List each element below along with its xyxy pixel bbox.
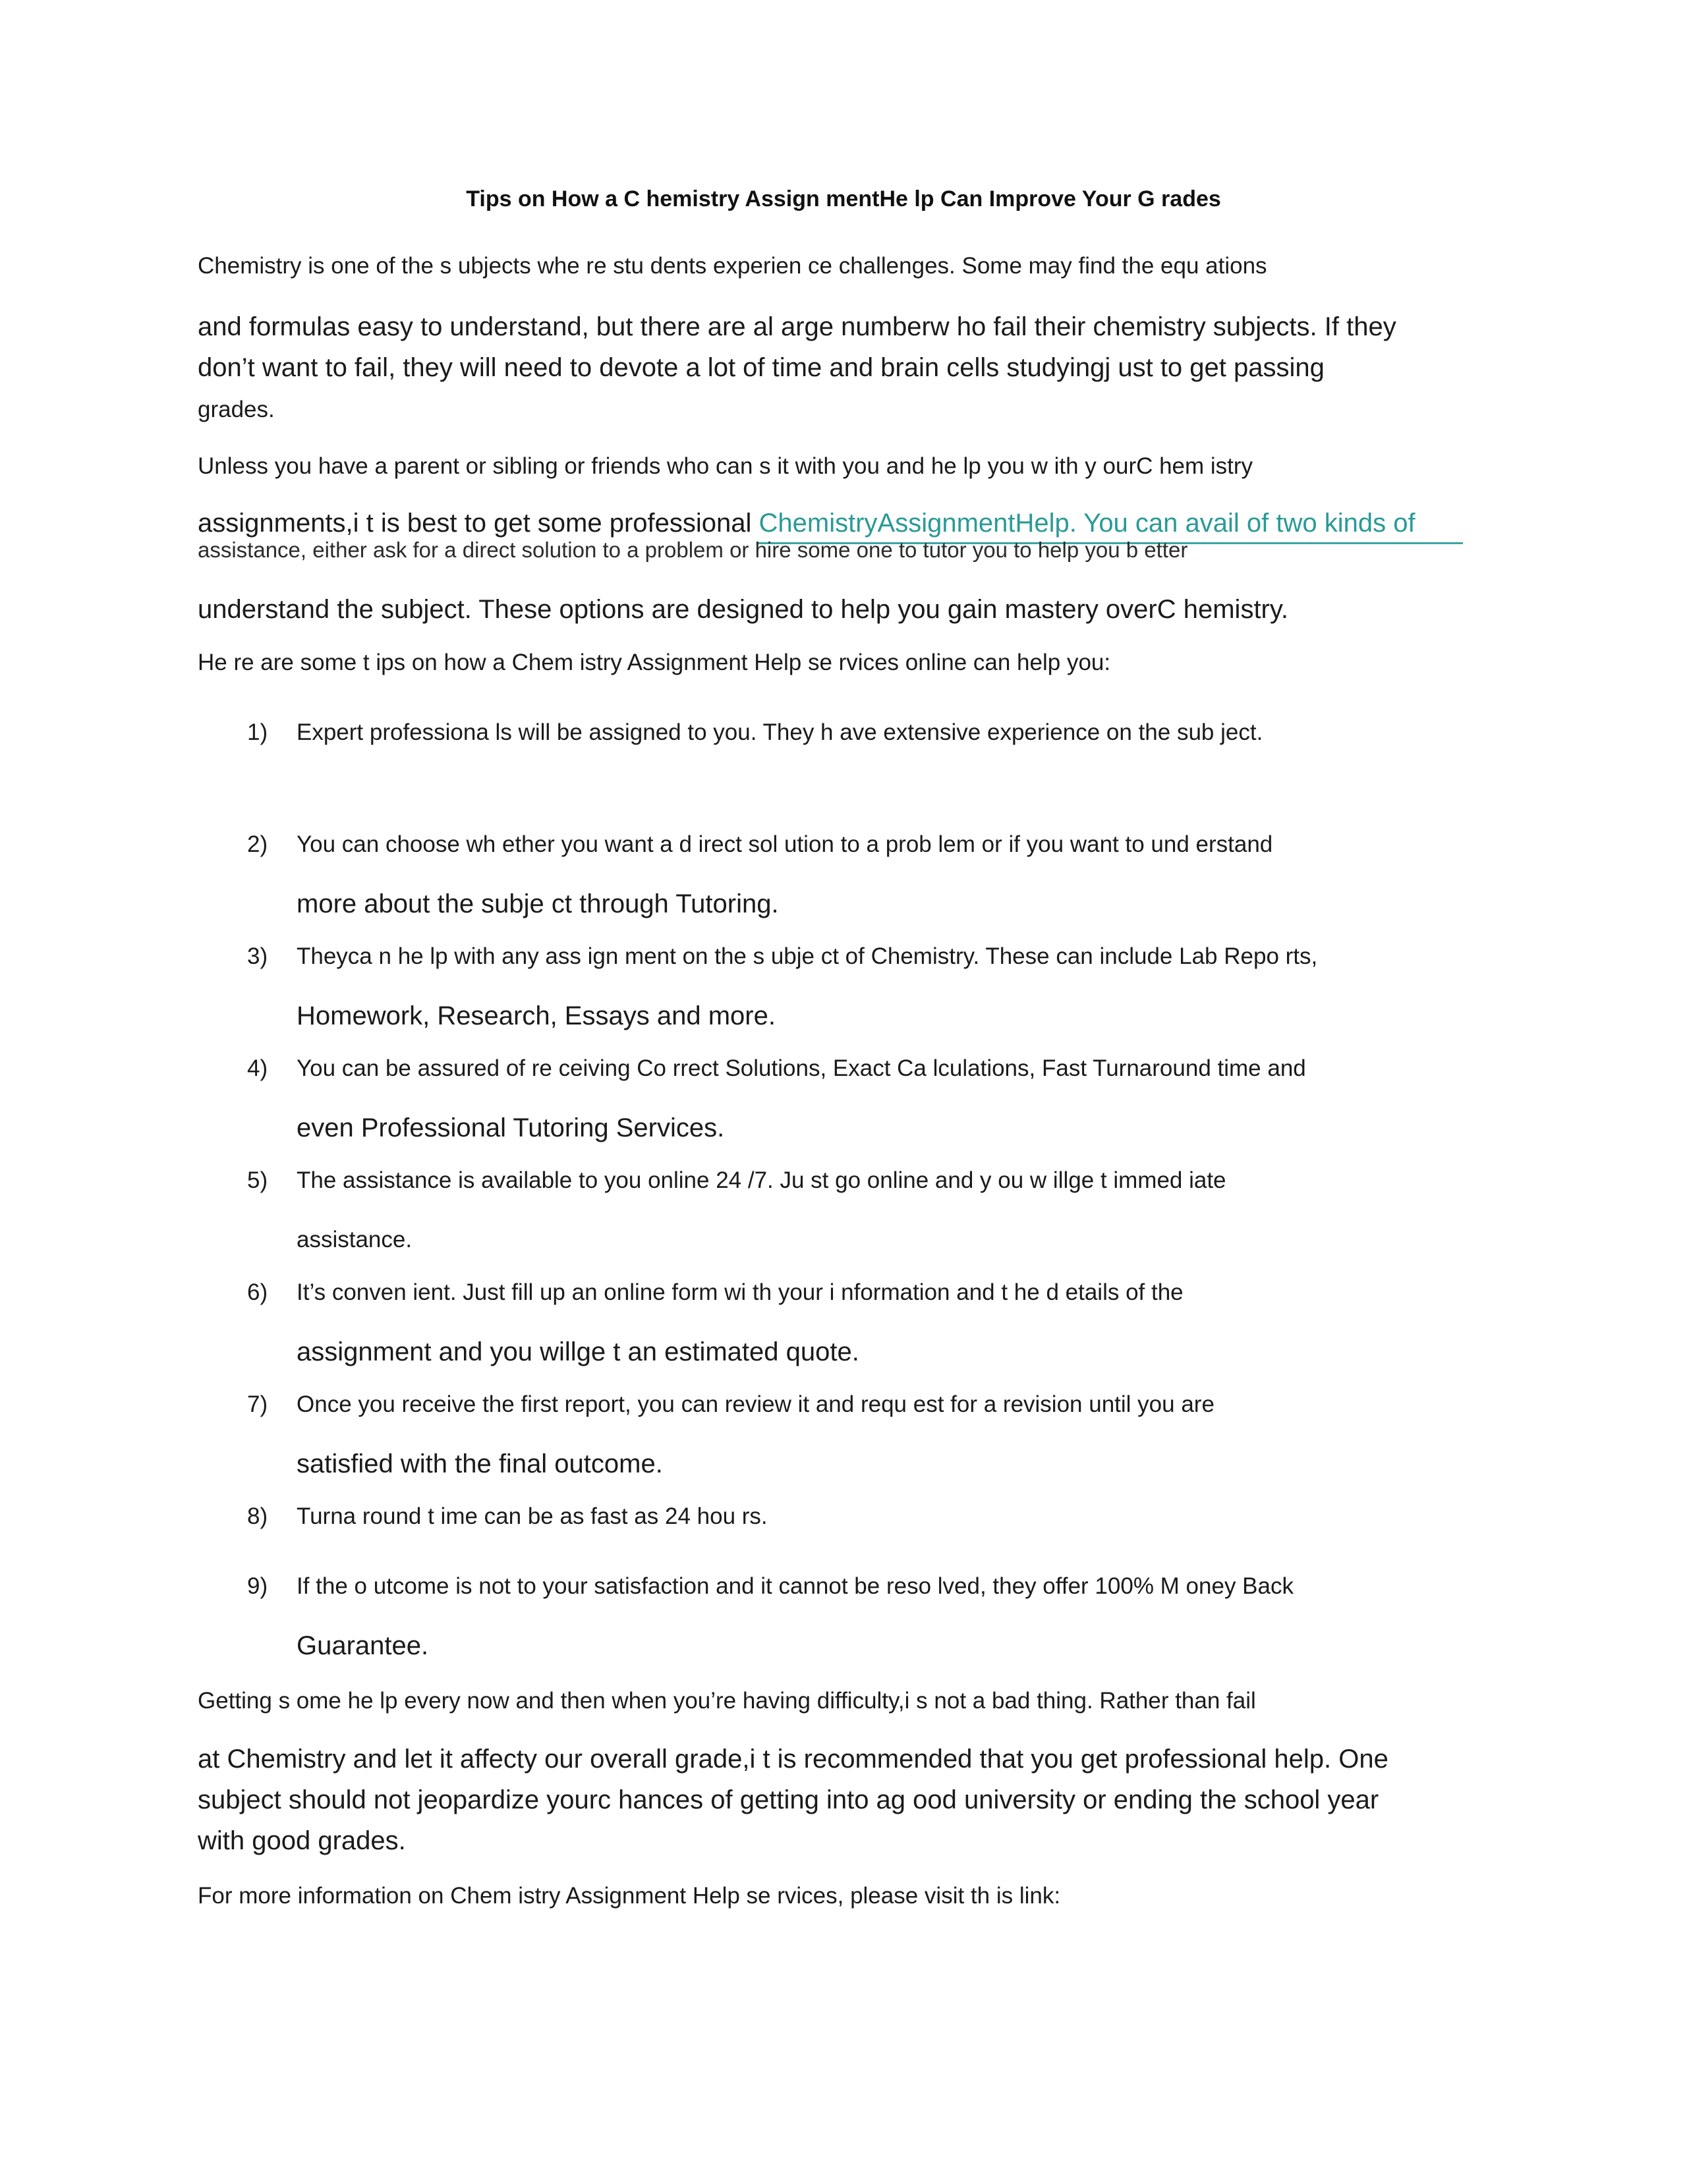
list-item: If the o utcome is not to your satisfaction and it cannot be reso lved, they offer 100% M oney Back: [297, 1573, 1294, 1599]
list-number: 9): [247, 1573, 268, 1599]
closing-line: For more information on Chem istry Assignment Help se rvices, please visit th is link:: [198, 1883, 1061, 1909]
list-item-continuation: Homework, Research, Essays and more.: [297, 1001, 776, 1030]
list-item-continuation: Guarantee.: [297, 1631, 429, 1660]
para2-line2-text: assignments,i t is best to get some professional: [198, 509, 759, 538]
list-item: The assistance is available to you online 24 /7. Ju st go online and y ou w illge t immed iate: [297, 1167, 1226, 1193]
list-item: Turna round t ime can be as fast as 24 hou rs.: [297, 1503, 768, 1529]
list-number: 4): [247, 1055, 268, 1081]
list-item: You can choose wh ether you want a d irect sol ution to a prob lem or if you want to und erstand: [297, 831, 1273, 857]
para3-line1: Getting s ome he lp every now and then when you’re having difficulty,i s not a bad thing. Rather than fail: [198, 1688, 1256, 1714]
para3-line3: subject should not jeopardize yourc hances of getting into ag ood university or ending the school year: [198, 1785, 1379, 1814]
list-item: Expert professiona ls will be assigned to you. They h ave extensive experience on the sub ject.: [297, 719, 1263, 745]
document-title: Tips on How a C hemistry Assign mentHe lp Can Improve Your G rades: [466, 186, 1221, 211]
list-item: Theyca n he lp with any ass ign ment on the s ubje ct of Chemistry. These can include Lab Repo rts,: [297, 943, 1318, 969]
para3-line4: with good grades.: [198, 1826, 406, 1855]
list-number: 2): [247, 831, 268, 857]
para1-line2: and formulas easy to understand, but there are al arge numberw ho fail their chemistry subjects. If they: [198, 312, 1396, 341]
chemistry-assignment-help-link[interactable]: ChemistryAssignmentHelp. You can avail of two kinds of: [758, 509, 1415, 538]
list-number: 1): [247, 719, 268, 745]
list-item-continuation: more about the subje ct through Tutoring.: [297, 889, 779, 918]
para3-line2: at Chemistry and let it affecty our overall grade,i t is recommended that you get professional help. One: [198, 1745, 1388, 1774]
list-item-continuation: assistance.: [297, 1227, 413, 1252]
para2-line2-overlap: assistance, either ask for a direct solution to a problem or hire some one to tutor you to help you b etter: [198, 538, 1188, 562]
list-number: 5): [247, 1167, 268, 1193]
list-item-continuation: satisfied with the final outcome.: [297, 1449, 663, 1478]
para2-line1: Unless you have a parent or sibling or friends who can s it with you and he lp you w ith y ourC hem istry: [198, 453, 1253, 479]
list-item: You can be assured of re ceiving Co rrect Solutions, Exact Ca lculations, Fast Turnaround time and: [297, 1055, 1306, 1081]
para1-line1: Chemistry is one of the s ubjects whe re stu dents experien ce challenges. Some may find the equ ations: [198, 253, 1267, 279]
list-item: It’s conven ient. Just fill up an online form wi th your i nformation and t he d etails of the: [297, 1279, 1184, 1305]
para1-line3: don’t want to fail, they will need to devote a lot of time and brain cells studyingj ust to get passing: [198, 353, 1325, 382]
list-item: Once you receive the first report, you can review it and requ est for a revision until you are: [297, 1391, 1215, 1417]
para1-line4: grades.: [198, 397, 275, 422]
para2-line2: [198, 506, 1415, 540]
list-number: 8): [247, 1503, 268, 1529]
list-intro: He re are some t ips on how a Chem istry Assignment Help se rvices online can help you:: [198, 650, 1111, 675]
list-number: 6): [247, 1279, 268, 1305]
para2-line3: understand the subject. These options are designed to help you gain mastery overC hemistry.: [198, 595, 1289, 624]
list-item-continuation: assignment and you willge t an estimated quote.: [297, 1337, 859, 1366]
list-item-continuation: even Professional Tutoring Services.: [297, 1113, 725, 1142]
list-number: 3): [247, 943, 268, 969]
list-number: 7): [247, 1391, 268, 1417]
